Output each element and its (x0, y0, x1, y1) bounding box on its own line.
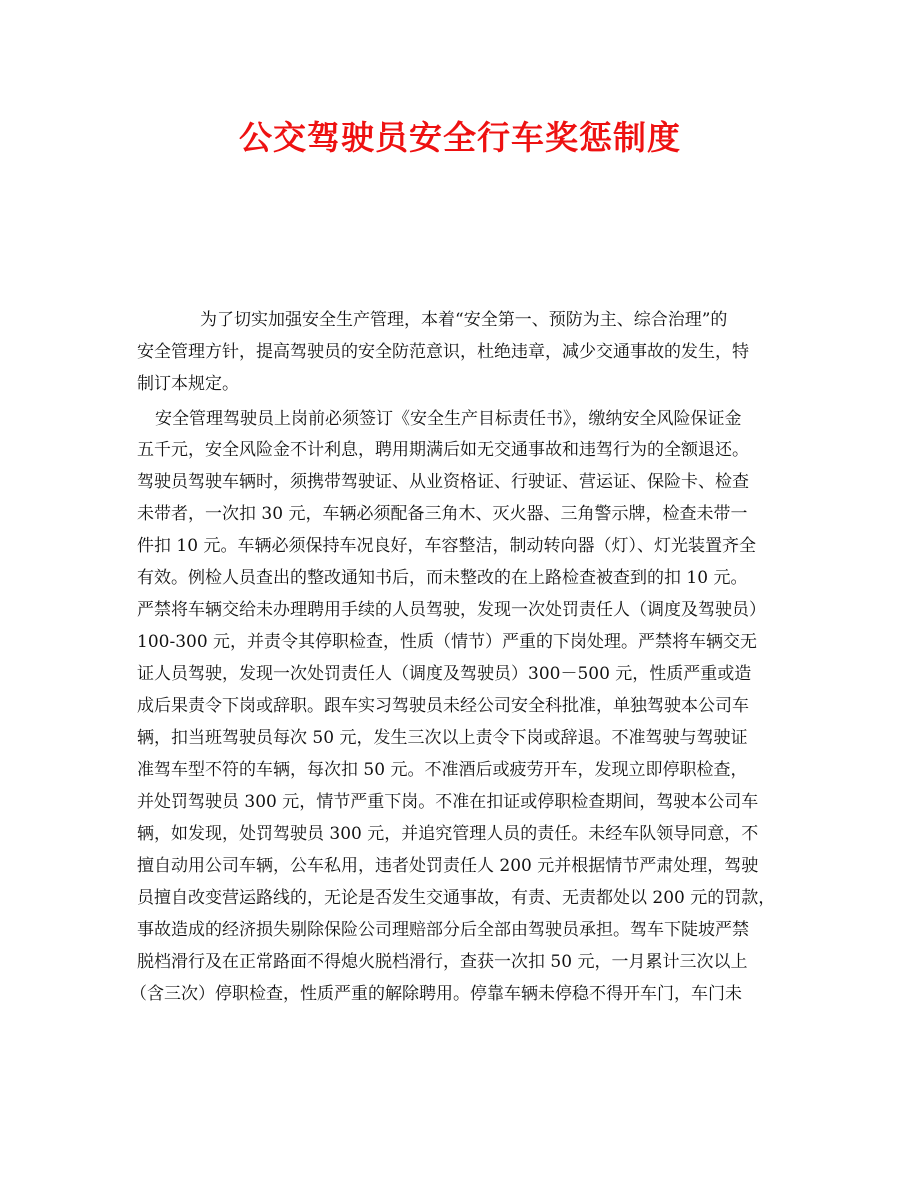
paragraph-line: （含三次）停职检查，性质严重的解除聘用。停靠车辆未停稳不得开车门，车门未 (130, 984, 742, 1004)
paragraph-line: 员擅自改变营运路线的，无论是否发生交通事故，有责、无责都处以 200 元的罚款， (137, 888, 776, 908)
paragraph-line: 安全管理方针，提高驾驶员的安全防范意识，杜绝违章，减少交通事故的发生，特 (137, 342, 749, 362)
paragraph-line: 安全管理驾驶员上岗前必须签订《安全生产目标责任书》，缴纳安全风险保证金 (155, 409, 742, 429)
paragraph-line: 五千元，安全风险金不计利息，聘用期满后如无交通事故和违驾行为的全额退还。 (137, 440, 749, 460)
paragraph-line: 脱档滑行及在正常路面不得熄火脱档滑行，查获一次扣 50 元，一月累计三次以上 (137, 952, 748, 972)
paragraph-line: 有效。例检人员查出的整改通知书后，而未整改的在上路检查被查到的扣 10 元。 (137, 568, 748, 588)
paragraph-line: 辆，如发现，处罚驾驶员 300 元，并追究管理人员的责任。未经车队领导同意，不 (137, 824, 759, 844)
paragraph-line: 未带者，一次扣 30 元，车辆必须配备三角木、灭火器、三角警示牌，检查未带一 (137, 504, 748, 524)
paragraph-line: 件扣 10 元。车辆必须保持车况良好，车容整洁，制动转向器（灯）、灯光装置齐全 (137, 536, 756, 556)
paragraph-line: 证人员驾驶，发现一次处罚责任人（调度及驾驶员）300－500 元，性质严重或造 (137, 664, 752, 684)
paragraph-line: 为了切实加强安全生产管理，本着“安全第一、预防为主、综合治理”的 (200, 310, 728, 330)
paragraph-line: 事故造成的经济损失剔除保险公司理赔部分后全部由驾驶员承担。驾车下陡坡严禁 (137, 920, 749, 940)
document-title: 公交驾驶员安全行车奖惩制度 (239, 118, 681, 157)
paragraph-line: 制订本规定。 (137, 374, 239, 394)
paragraph-line: 严禁将车辆交给未办理聘用手续的人员驾驶，发现一次处罚责任人（调度及驾驶员） (137, 600, 766, 620)
paragraph-line: 并处罚驾驶员 300 元，情节严重下岗。不准在扣证或停职检查期间，驾驶本公司车 (137, 792, 759, 812)
paragraph-line: 100-300 元，并责令其停职检查，性质（情节）严重的下岗处理。严禁将车辆交无 (137, 632, 758, 652)
paragraph-line: 擅自动用公司车辆，公车私用，违者处罚责任人 200 元并根据情节严肃处理，驾驶 (137, 856, 759, 876)
paragraph-line: 准驾车型不符的车辆，每次扣 50 元。不准酒后或疲劳开车，发现立即停职检查， (137, 760, 748, 780)
paragraph-line: 驾驶员驾驶车辆时，须携带驾驶证、从业资格证、行驶证、营运证、保险卡、检查 (137, 472, 749, 492)
paragraph-line: 成后果责令下岗或辞职。跟车实习驾驶员未经公司安全科批准，单独驾驶本公司车 (137, 696, 749, 716)
paragraph-line: 辆，扣当班驾驶员每次 50 元，发生三次以上责令下岗或辞退。不准驾驶与驾驶证 (137, 728, 748, 748)
